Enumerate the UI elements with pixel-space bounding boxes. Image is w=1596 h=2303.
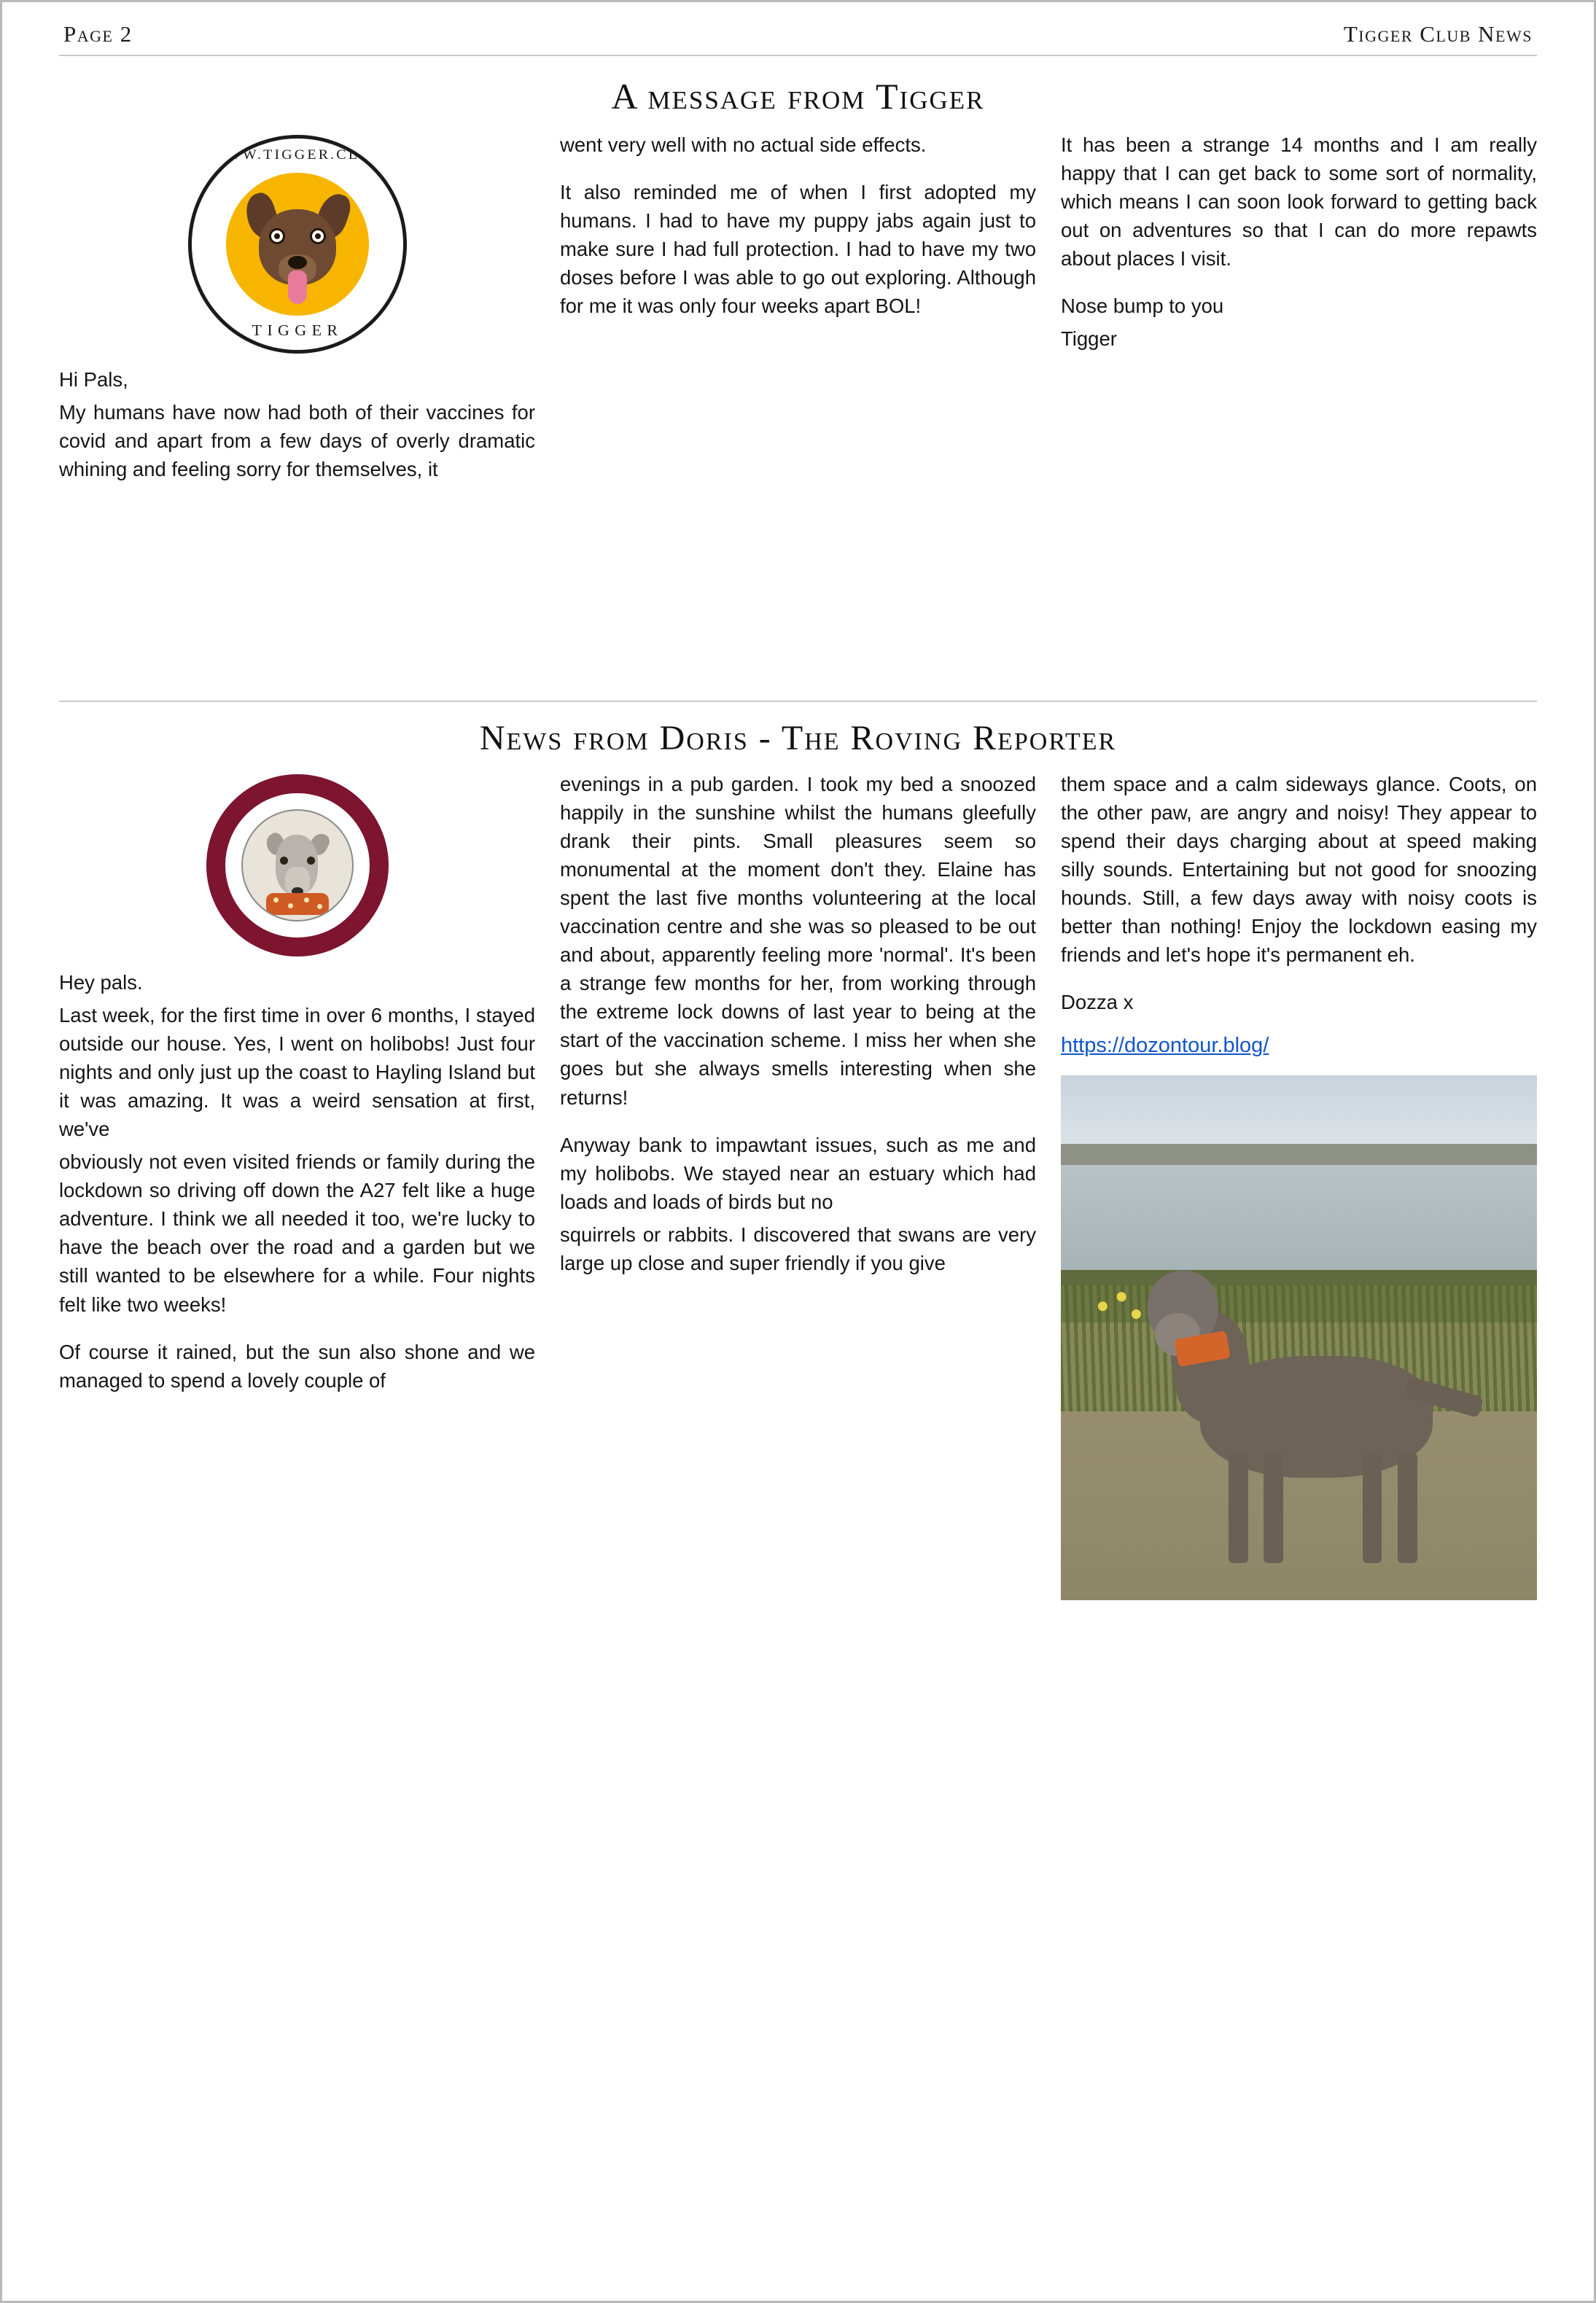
article-1-paragraph: went very well with no actual side effects. bbox=[560, 133, 927, 156]
greyhound-leg bbox=[1229, 1453, 1248, 1562]
article-2-greeting: Hey pals. bbox=[59, 971, 143, 994]
tigger-club-logo-icon bbox=[188, 135, 407, 354]
photo-water bbox=[1061, 1165, 1537, 1275]
page-content bbox=[27, 21, 1569, 2301]
greyhound-leg bbox=[1264, 1453, 1283, 1562]
article-1-paragraph: It has been a strange 14 months and I am really happy that I can get back to some sort of normality, which means I can soon look forward to getting back out on adventures so that I can do more repawts about places I visit. bbox=[1061, 133, 1537, 270]
article-2-column-1 bbox=[59, 770, 535, 1600]
article-2-title: News from Doris - The Roving Reporter bbox=[479, 719, 1117, 757]
article-2-paragraph: evenings in a pub garden. I took my bed a snoozed happily in the sunshine whilst the humans gleefully drank their pints. Small pleasures seem so monumental at the moment don't they. Elaine has spent the last five months volunteering at the local vaccination centre and she was so pleased to be out and about, apparently feeling more 'normal'. It's been a strange few months for her, from working through the extreme lock downs of last year to being at the start of the vaccination scheme. I miss her when she goes but she always smells interesting when she returns! bbox=[560, 773, 1036, 1109]
article-1-column-3 bbox=[1061, 130, 1537, 685]
tigger-logo-wrap bbox=[59, 135, 535, 354]
doris-logo-wrap bbox=[59, 774, 535, 956]
section-divider bbox=[59, 701, 1537, 702]
logo-ring-text: DOZ ON TOUR bbox=[257, 924, 337, 935]
greyhound-leg bbox=[1398, 1453, 1417, 1562]
article-1-title: A message from Tigger bbox=[611, 76, 985, 117]
running-head bbox=[59, 21, 1537, 56]
greyhound-by-estuary-photo bbox=[1061, 1075, 1537, 1600]
article-1-paragraph: It also reminded me of when I first adopted my humans. I had to have my puppy jabs again just to make sure I had full protection. I had to have my two doses before I was able to go out exploring. Although for me it was only four weeks apart BOL! bbox=[560, 181, 1036, 318]
photo-greyhound bbox=[1137, 1265, 1489, 1570]
article-2-columns bbox=[59, 770, 1537, 1600]
logo-top-text: WWW.TIGGER.CLUB bbox=[210, 147, 384, 163]
article-1-paragraph: My humans have now had both of their vaccines for covid and apart from a few days of overly dramatic whining and feeling sorry for themselves, it bbox=[59, 401, 535, 481]
dog-tongue bbox=[288, 270, 307, 304]
greyhound-scarf bbox=[266, 893, 329, 915]
article-2-paragraph: Anyway bank to impawtant issues, such as me and my holibobs. We stayed near an estuary which had loads and loads of birds but no bbox=[560, 1133, 1036, 1213]
logo-ring-text: DOZ ON TOUR bbox=[257, 795, 337, 806]
article-2-column-2 bbox=[560, 770, 1036, 1600]
dog-eye-right bbox=[310, 228, 326, 244]
dog-nose bbox=[288, 256, 307, 269]
article-1-greeting: Hi Pals, bbox=[59, 368, 128, 391]
article-1-column-1 bbox=[59, 130, 535, 685]
article-2-paragraph: obviously not even visited friends or family during the lockdown so driving off down the A27 felt like a huge adventure. I think we all needed it too, we're lucky to have the beach over the road and a garden but we still wanted to be elsewhere for a while. Four nights felt like two weeks! bbox=[59, 1150, 535, 1316]
article-1-column-2 bbox=[560, 130, 1036, 685]
greyhound-leg bbox=[1363, 1453, 1382, 1562]
article-1-columns bbox=[59, 130, 1537, 685]
publication-title: Tigger Club News bbox=[1343, 21, 1533, 47]
greyhound-eye-right bbox=[307, 857, 315, 865]
dog-face-illustration bbox=[243, 190, 352, 307]
article-1-signature: Tigger bbox=[1061, 327, 1117, 351]
article-2-column-3 bbox=[1061, 770, 1537, 1600]
doz-on-tour-blog-link[interactable]: https://dozontour.blog/ bbox=[1061, 1034, 1269, 1058]
logo-bottom-text: TIGGER bbox=[252, 322, 343, 339]
page-number-label: Page 2 bbox=[63, 21, 133, 47]
article-2-signature: Dozza x bbox=[1061, 991, 1134, 1014]
greyhound-eye-left bbox=[280, 857, 288, 865]
doz-on-tour-logo-icon bbox=[206, 774, 389, 956]
article-1-signoff: Nose bump to you bbox=[1061, 295, 1224, 318]
article-2-paragraph: Of course it rained, but the sun also shone and we managed to spend a lovely couple of bbox=[59, 1340, 535, 1392]
article-2-paragraph: them space and a calm sideways glance. Coots, on the other paw, are angry and noisy! They appear to spend their days charging about at speed making silly sounds. Entertaining but not good for snoozing hounds. Still, a few days away with noisy coots is better than nothing! Enjoy the lockdown easing my friends and let's hope it's permanent eh. bbox=[1061, 773, 1537, 967]
greyhound-head-illustration bbox=[254, 826, 341, 913]
article-2-paragraph: squirrels or rabbits. I discovered that swans are very large up close and super friendly if you give bbox=[560, 1223, 1036, 1274]
article-2-paragraph: Last week, for the first time in over 6 months, I stayed outside our house. Yes, I went on holibobs! Just four nights and only just up the coast to Hayling Island but it was amazing. It was a weird sensation at first, we've bbox=[59, 1004, 535, 1141]
dog-eye-left bbox=[269, 228, 285, 244]
logo-inner-disc bbox=[241, 809, 354, 921]
